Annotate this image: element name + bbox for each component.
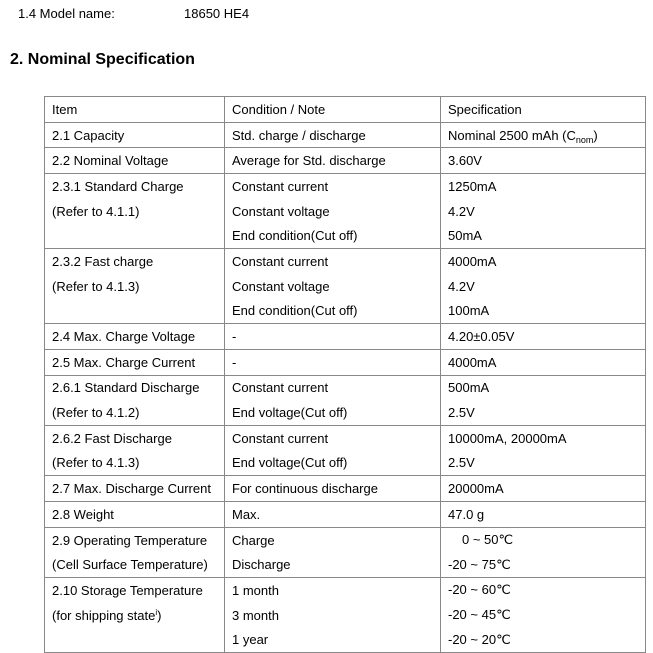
cell-condition: Std. charge / discharge <box>225 122 441 148</box>
cell-item: 2.3.2 Fast charge <box>45 249 225 274</box>
cell-condition: End voltage(Cut off) <box>225 451 441 476</box>
cell-condition: Constant current <box>225 174 441 199</box>
cell-spec: 1250mA <box>441 174 646 199</box>
table-row-max-charge-current <box>45 349 646 375</box>
cell-spec: 4.20±0.05V <box>441 324 646 350</box>
cell-spec: 4.2V <box>441 274 646 299</box>
cell-spec <box>441 122 646 148</box>
cell-condition: Constant current <box>225 375 441 400</box>
cell-condition: End condition(Cut off) <box>225 223 441 248</box>
cell-condition: Charge <box>225 527 441 552</box>
cell-spec: 2.5V <box>441 451 646 476</box>
cell-item-ref: (Refer to 4.1.3) <box>45 274 225 299</box>
cell-empty <box>45 223 225 248</box>
cell-item: 2.3.1 Standard Charge <box>45 174 225 199</box>
table-row-fast-discharge <box>45 425 646 450</box>
cell-condition: 3 month <box>225 603 441 628</box>
table-row-storage-temperature <box>45 603 646 628</box>
cell-condition: Constant voltage <box>225 199 441 224</box>
cell-condition: Constant voltage <box>225 274 441 299</box>
cell-condition: Average for Std. discharge <box>225 148 441 174</box>
cell-condition: 1 year <box>225 627 441 652</box>
footnote-marker: i <box>155 607 158 617</box>
table-row-standard-discharge <box>45 375 646 400</box>
cell-condition: Discharge <box>225 552 441 577</box>
cell-condition: - <box>225 349 441 375</box>
section-title: 2. Nominal Specification <box>10 51 195 68</box>
cell-item-ref: (Refer to 4.1.1) <box>45 199 225 224</box>
cell-spec: 47.0 g <box>441 502 646 528</box>
cell-spec: -20 ~ 45℃ <box>441 603 646 628</box>
table-row-fast-discharge <box>45 451 646 476</box>
cell-condition: Max. <box>225 502 441 528</box>
cell-spec: 10000mA, 20000mA <box>441 425 646 450</box>
cell-spec: 4.2V <box>441 199 646 224</box>
cell-spec: 500mA <box>441 375 646 400</box>
ref-text-end: ) <box>157 607 162 623</box>
spec-text-end: ) <box>593 127 598 143</box>
spec-text: Nominal 2500 mAh (C <box>448 127 576 143</box>
cell-spec: 50mA <box>441 223 646 248</box>
cell-spec: 4000mA <box>441 349 646 375</box>
spec-subscript: nom <box>575 134 594 145</box>
cell-condition: - <box>225 324 441 350</box>
table-row-max-charge-voltage <box>45 324 646 350</box>
cell-item-ref: (Cell Surface Temperature) <box>45 552 225 577</box>
cell-item-ref <box>45 603 225 628</box>
table-row-nominal-voltage <box>45 148 646 174</box>
cell-item: 2.1 Capacity <box>45 122 225 148</box>
cell-condition: End voltage(Cut off) <box>225 400 441 425</box>
cell-item: 2.4 Max. Charge Voltage <box>45 324 225 350</box>
header-item: Item <box>45 97 225 123</box>
cell-spec: 2.5V <box>441 400 646 425</box>
cell-empty <box>45 299 225 324</box>
table-row-standard-charge <box>45 223 646 248</box>
cell-spec: -20 ~ 20℃ <box>441 627 646 652</box>
table-row-operating-temperature <box>45 552 646 577</box>
header-condition: Condition / Note <box>225 97 441 123</box>
cell-item: 2.9 Operating Temperature <box>45 527 225 552</box>
table-row-fast-charge <box>45 299 646 324</box>
nominal-specification-table <box>44 96 646 653</box>
cell-item: 2.7 Max. Discharge Current <box>45 476 225 502</box>
cell-item: 2.10 Storage Temperature <box>45 578 225 603</box>
cell-item-ref: (Refer to 4.1.3) <box>45 451 225 476</box>
model-name-label: 1.4 Model name: <box>18 6 115 21</box>
table-row-max-discharge-current <box>45 476 646 502</box>
cell-item: 2.6.1 Standard Discharge <box>45 375 225 400</box>
cell-spec: -20 ~ 75℃ <box>441 552 646 577</box>
table-row-standard-charge <box>45 199 646 224</box>
cell-condition: Constant current <box>225 249 441 274</box>
table-header-row <box>45 97 646 123</box>
cell-item: 2.2 Nominal Voltage <box>45 148 225 174</box>
table-row-fast-charge <box>45 249 646 274</box>
cell-item-ref: (Refer to 4.1.2) <box>45 400 225 425</box>
table-row-storage-temperature <box>45 627 646 652</box>
cell-item: 2.5 Max. Charge Current <box>45 349 225 375</box>
model-name-line <box>18 6 250 21</box>
cell-spec: 100mA <box>441 299 646 324</box>
cell-condition: Constant current <box>225 425 441 450</box>
table-row-operating-temperature <box>45 527 646 552</box>
cell-spec: 4000mA <box>441 249 646 274</box>
table-row-capacity <box>45 122 646 148</box>
cell-item: 2.6.2 Fast Discharge <box>45 425 225 450</box>
table-row-fast-charge <box>45 274 646 299</box>
cell-spec: -20 ~ 60℃ <box>441 578 646 603</box>
cell-empty <box>45 627 225 652</box>
cell-item: 2.8 Weight <box>45 502 225 528</box>
spec-text: 0 ~ 50℃ <box>462 532 514 548</box>
model-name-value: 18650 HE4 <box>184 6 250 21</box>
header-specification: Specification <box>441 97 646 123</box>
cell-spec: 20000mA <box>441 476 646 502</box>
cell-spec: 3.60V <box>441 148 646 174</box>
cell-condition: End condition(Cut off) <box>225 299 441 324</box>
cell-condition: 1 month <box>225 578 441 603</box>
cell-condition: For continuous discharge <box>225 476 441 502</box>
table-row-storage-temperature <box>45 578 646 603</box>
table-row-weight <box>45 502 646 528</box>
table-row-standard-charge <box>45 174 646 199</box>
table-row-standard-discharge <box>45 400 646 425</box>
ref-text: (for shipping state <box>52 607 156 623</box>
cell-spec <box>441 527 646 552</box>
